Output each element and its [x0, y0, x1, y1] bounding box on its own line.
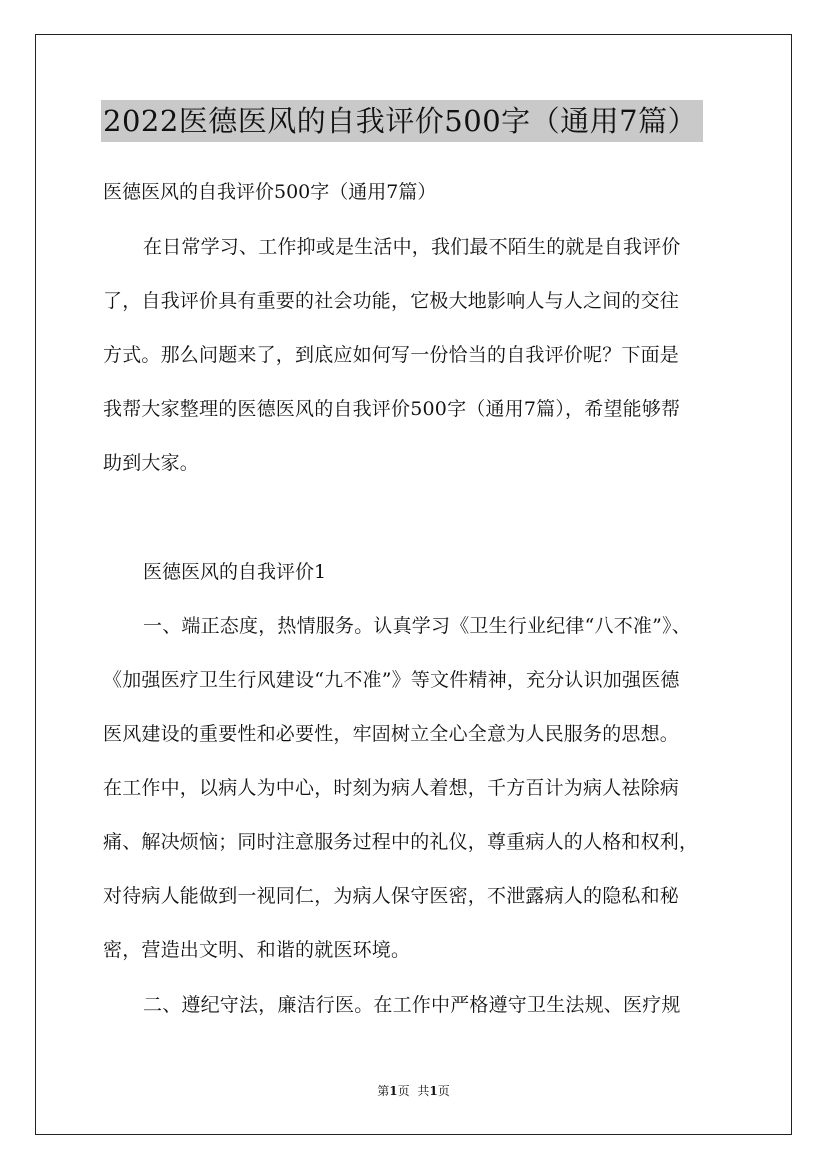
page-footer — [0, 1083, 827, 1099]
section-line: 《加强医疗卫生行风建设“九不准”》等文件精神，充分认识加强医德 — [103, 669, 680, 691]
intro-line: 了，自我评价具有重要的社会功能，它极大地影响人与人之间的交往 — [103, 290, 680, 312]
footer-page-prefix: 第 — [377, 1084, 390, 1098]
section-line: 二、遵纪守法，廉洁行医。在工作中严格遵守卫生法规、医疗规 — [143, 994, 681, 1016]
footer-total-suffix: 页 — [437, 1084, 450, 1098]
section-heading: 医德医风的自我评价1 — [143, 561, 327, 583]
intro-line: 助到大家。 — [103, 452, 200, 474]
section-line: 痛、解决烦恼；同时注意服务过程中的礼仪，尊重病人的人格和权利， — [103, 831, 699, 853]
section-line: 对待病人能做到一视同仁，为病人保守医密，不泄露病人的隐私和秘 — [103, 885, 680, 907]
footer-total-prefix: 共 — [417, 1084, 430, 1098]
footer-page-suffix: 页 — [397, 1084, 410, 1098]
document-subtitle: 医德医风的自我评价500字（通用7篇） — [103, 181, 437, 203]
intro-line: 我帮大家整理的医德医风的自我评价500字（通用7篇），希望能够帮 — [103, 398, 681, 420]
section-line: 一、端正态度，热情服务。认真学习《卫生行业纪律“八不准”》、 — [143, 615, 691, 637]
intro-line: 方式。那么问题来了，到底应如何写一份恰当的自我评价呢？下面是 — [103, 344, 680, 366]
document-title: 2022医德医风的自我评价500字（通用7篇） — [101, 100, 703, 142]
footer-total-number: 1 — [429, 1084, 438, 1098]
section-line: 医风建设的重要性和必要性，牢固树立全心全意为人民服务的思想。 — [103, 723, 680, 745]
section-line: 在工作中，以病人为中心，时刻为病人着想，千方百计为病人祛除病 — [103, 777, 680, 799]
footer-page-number: 1 — [389, 1084, 398, 1098]
intro-line: 在日常学习、工作抑或是生活中，我们最不陌生的就是自我评价 — [143, 236, 681, 258]
section-line: 密，营造出文明、和谐的就医环境。 — [103, 939, 411, 961]
